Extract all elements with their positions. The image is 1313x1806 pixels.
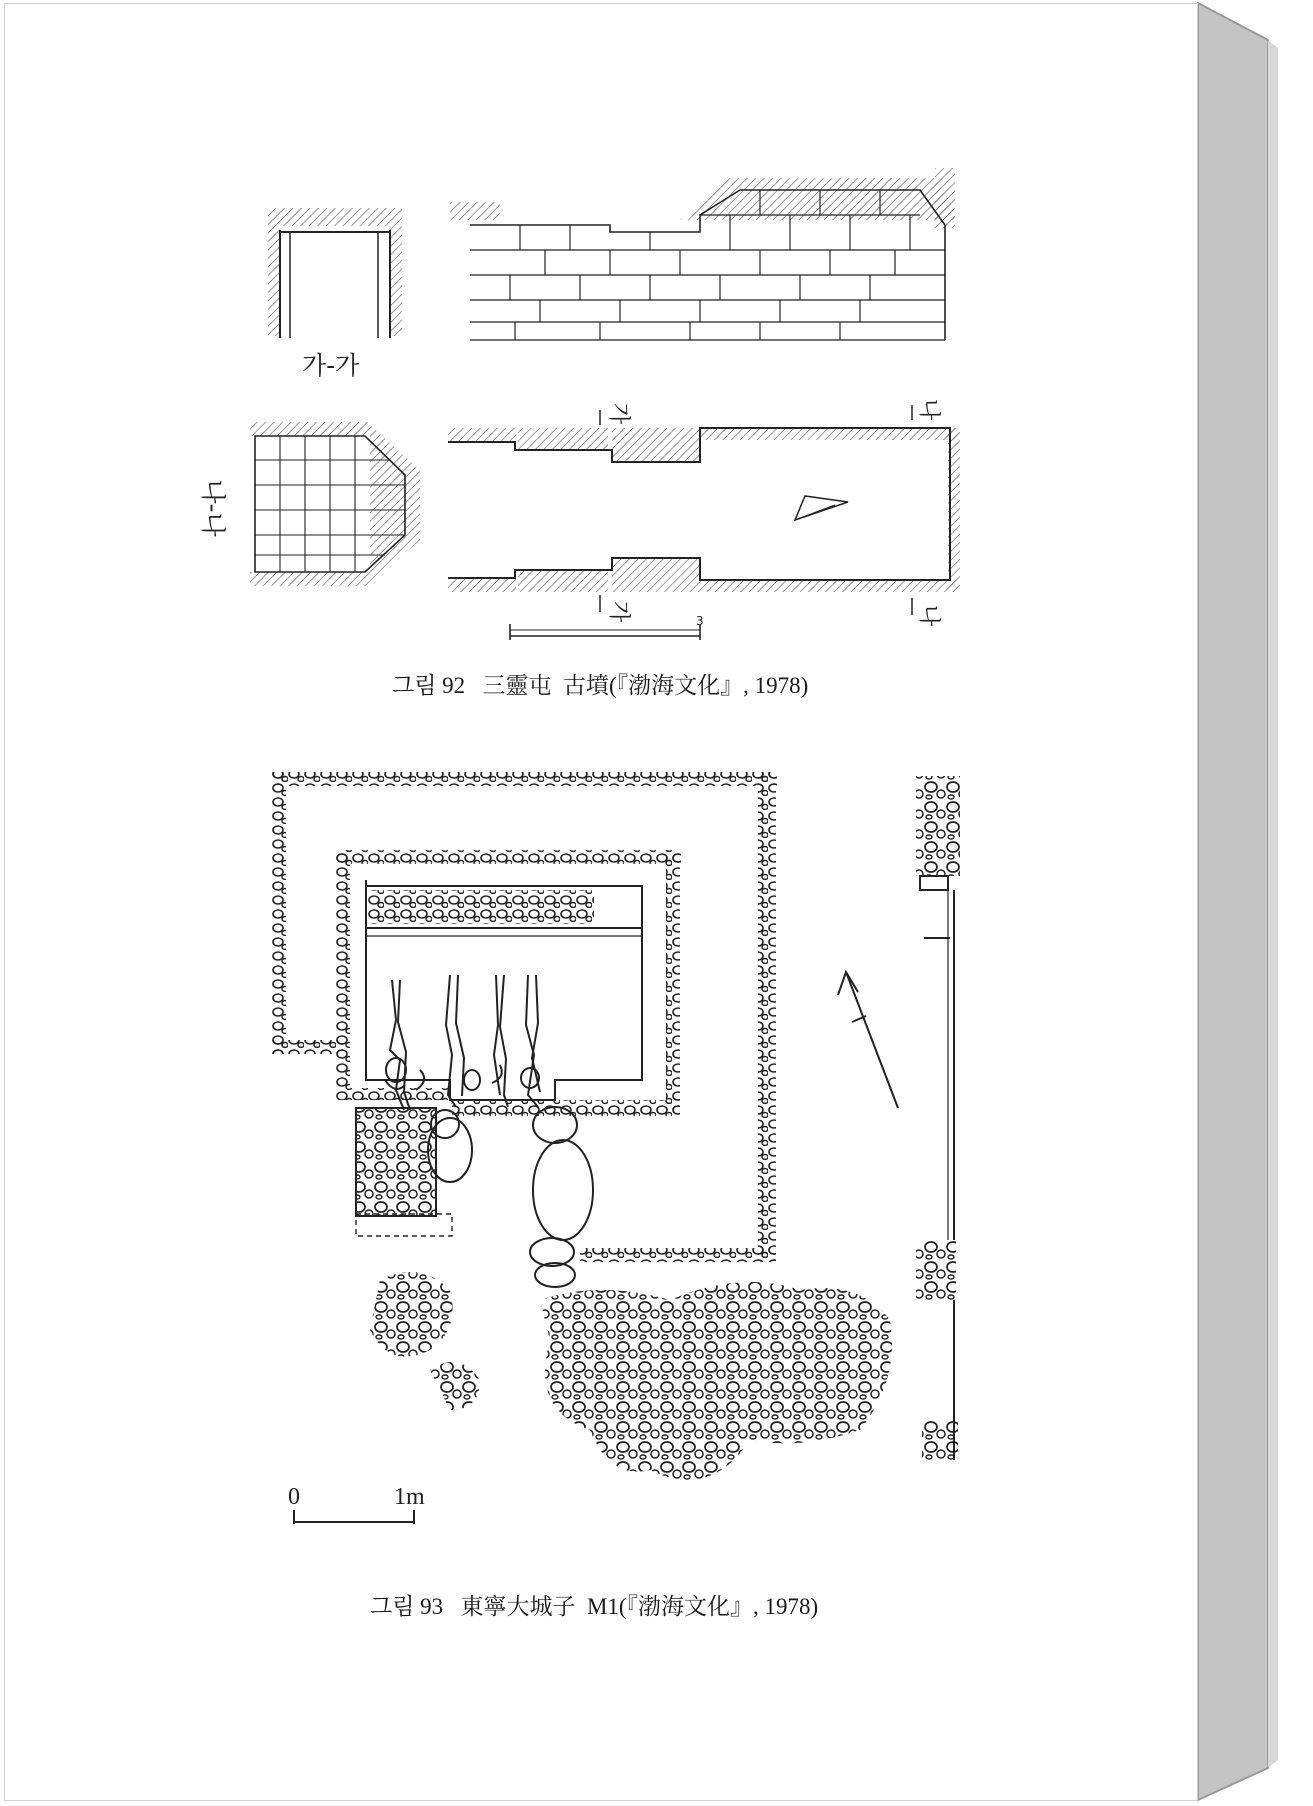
cut-marker-na-top: 나	[916, 398, 942, 421]
cut-marker-ga-bottom: 가	[606, 600, 632, 623]
section-label-na-na: 나-나	[198, 479, 228, 537]
burial-chamber	[366, 880, 642, 1100]
figure-93-caption	[370, 1588, 818, 1621]
figure-92-scale-bar	[510, 624, 700, 640]
rubble-area	[370, 1272, 892, 1480]
elevation-drawing	[450, 168, 955, 340]
entrance-stones	[356, 1107, 593, 1287]
figure-93-drawing	[0, 740, 1313, 1560]
north-arrow-icon	[838, 972, 898, 1108]
plan-view-drawing	[448, 428, 960, 592]
section-ga-ga-drawing	[268, 208, 402, 338]
figure-93-scale-bar	[294, 1510, 414, 1524]
figure-93-caption-text: 東寧大城子 M1(『渤海文化』, 1978)	[460, 1594, 819, 1619]
figure-92-caption	[392, 667, 808, 700]
cut-marker-na-bottom: 나	[916, 604, 942, 627]
section-na-na-drawing	[250, 422, 420, 586]
figure-93-scale-end: 1m	[394, 1484, 425, 1510]
figure-93-caption-number: 그림 93	[370, 1594, 444, 1619]
section-label-ga-ga: 가-가	[302, 351, 360, 380]
figure-92-caption-text: 三靈屯 古墳(『渤海文化』, 1978)	[482, 673, 809, 698]
figure-92-scale-end: 3	[696, 614, 704, 628]
east-wall	[916, 776, 960, 1460]
cut-marker-ga-top: 가	[606, 402, 632, 425]
figure-92-caption-number: 그림 92	[392, 673, 466, 698]
figure-93-scale-start: 0	[288, 1484, 300, 1510]
figure-92-drawing	[0, 0, 1313, 660]
